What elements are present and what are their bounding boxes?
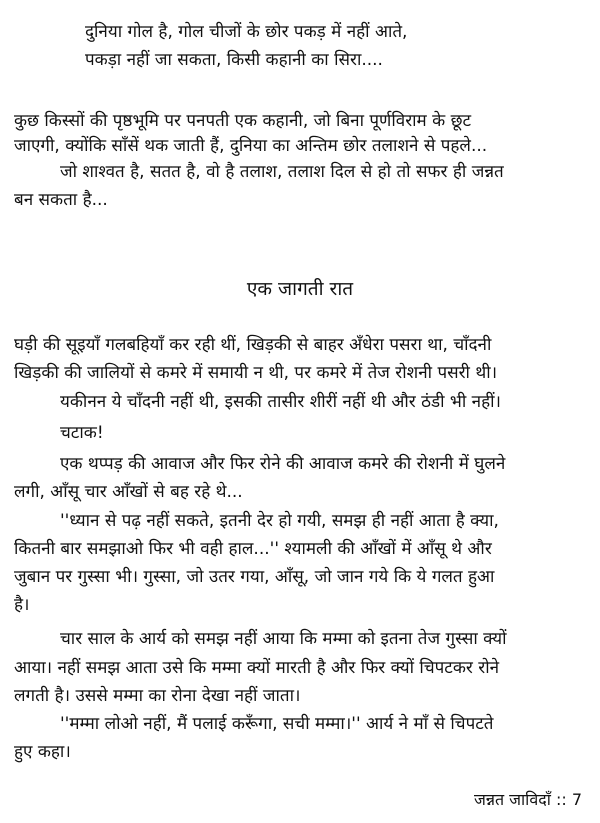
intro-line: कुछ किस्सों की पृष्ठभूमि पर पनपती एक कहानी, जो बिना पूर्णविराम के छूट xyxy=(14,111,472,131)
poem-line: दुनिया गोल है, गोल चीजों के छोर पकड़ में नहीं आते, xyxy=(85,22,408,42)
body-line: कितनी बार समझाओ फिर भी वही हाल...'' श्यामली की आँखों में आँसू थे और xyxy=(14,539,492,559)
body-line: चटाक! xyxy=(60,423,104,443)
body-line: हुए कहा। xyxy=(14,742,71,762)
body-line: चार साल के आर्य को समझ नहीं आया कि मम्मा को इतना तेज गुस्सा क्यों xyxy=(60,629,507,649)
body-line: घड़ी की सूइयाँ गलबहियाँ कर रही थीं, खिड़की से बाहर अँधेरा पसरा था, चाँदनी xyxy=(14,335,492,355)
body-line: एक थप्पड़ की आवाज और फिर रोने की आवाज कमरे की रोशनी में घुलने xyxy=(60,454,506,474)
body-line: खिड़की की जालियों से कमरे में समायी न थी, पर कमरे में तेज रोशनी पसरी थी। xyxy=(14,363,498,383)
body-line: ''ध्यान से पढ़ नहीं सकते, इतनी देर हो गयी, समझ ही नहीं आता है क्या, xyxy=(60,511,499,531)
body-line: यकीनन ये चाँदनी नहीं थी, इसकी तासीर शीरीं नहीं थी और ठंडी भी नहीं। xyxy=(60,392,501,412)
poem-line: पकड़ा नहीं जा सकता, किसी कहानी का सिरा.... xyxy=(85,50,383,70)
body-line: जुबान पर गुस्सा भी। गुस्सा, जो उतर गया, आँसू, जो जान गये कि ये गलत हुआ xyxy=(14,567,495,587)
body-line: ''मम्मा लोओ नहीं, मैं पलाई करूँगा, सची मम्मा।'' आर्य ने माँ से चिपटते xyxy=(60,714,494,734)
intro-line: जो शाश्वत है, सतत है, वो है तलाश, तलाश दिल से हो तो सफर ही जन्नत xyxy=(60,162,504,182)
chapter-title: एक जागती रात xyxy=(246,278,354,300)
page-footer: जन्नत जाविदाँ :: 7 xyxy=(473,790,582,809)
body-line: लगी, आँसू चार आँखों से बह रहे थे... xyxy=(14,482,243,502)
intro-line: बन सकता है... xyxy=(14,190,108,210)
body-line: लगती है। उससे मम्मा का रोना देखा नहीं जाता। xyxy=(14,686,301,706)
body-line: आया। नहीं समझ आता उसे कि मम्मा क्यों मारती है और फिर क्यों चिपटकर रोने xyxy=(14,658,500,678)
intro-line: जाएगी, क्योंकि साँसें थक जाती हैं, दुनिया का अन्तिम छोर तलाशने से पहले... xyxy=(14,136,488,156)
body-line: है। xyxy=(14,595,30,615)
